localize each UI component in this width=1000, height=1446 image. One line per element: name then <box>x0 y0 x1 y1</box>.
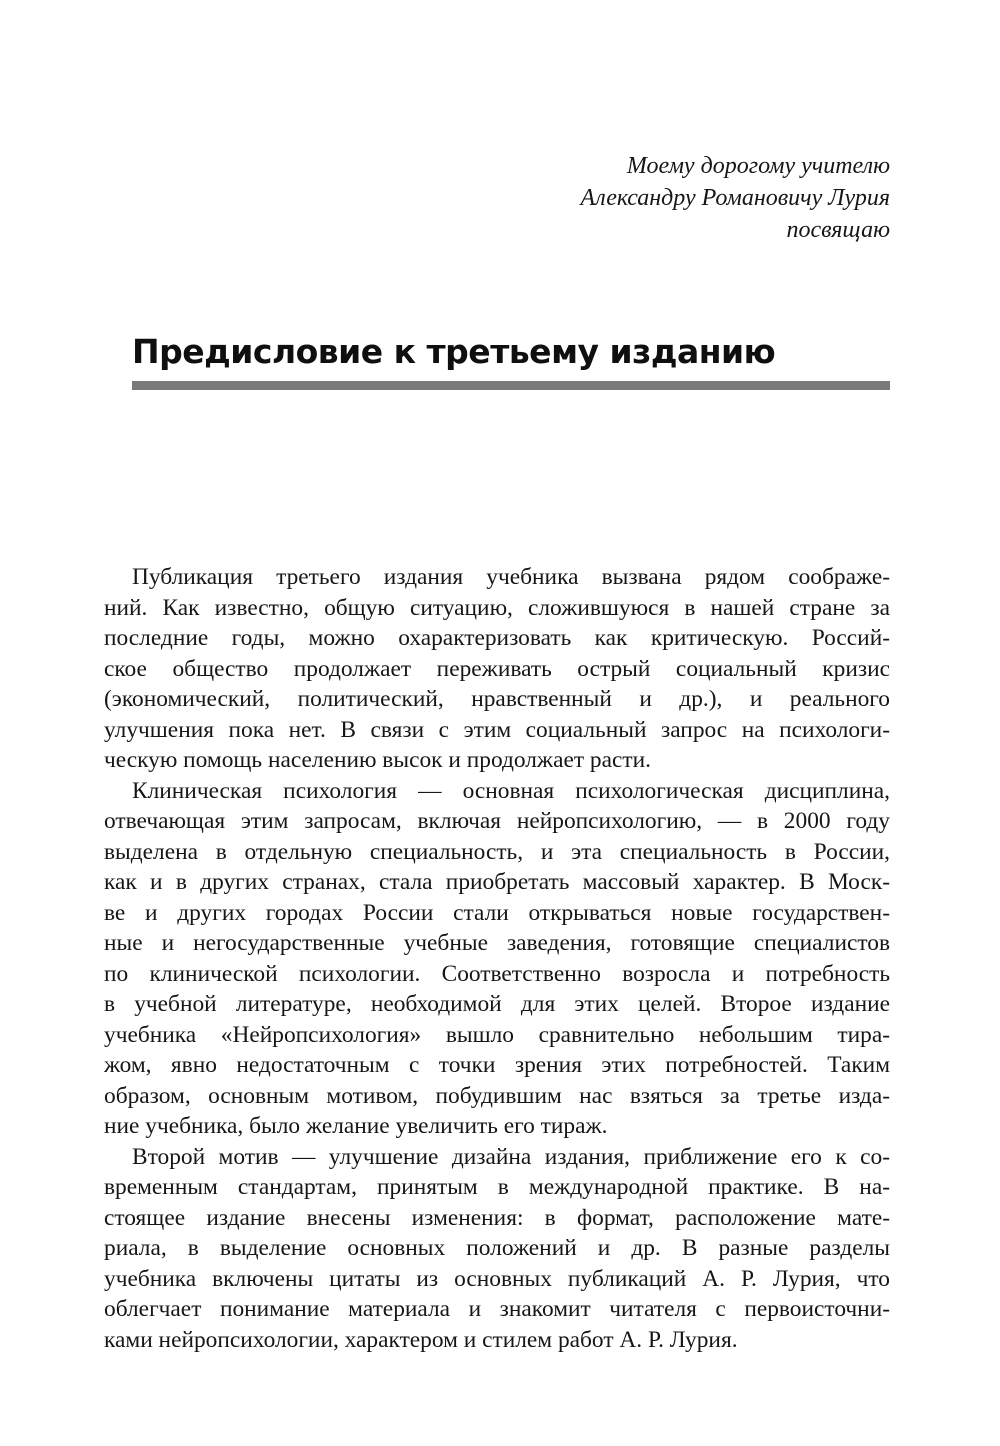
dedication-line: посвящаю <box>786 217 890 243</box>
text-line: жом, явно недостаточным с точки зрения этих потребностей. Таким <box>104 1052 890 1078</box>
text-line: по клинической психологии. Соответственно возросла и потребность <box>104 960 890 987</box>
text-line: ками нейропсихологии, характером и стилем работ А. Р. Лурия. <box>104 1326 738 1353</box>
text-line: Публикация третьего издания учебника вызвана рядом соображе- <box>132 564 890 590</box>
dedication <box>390 150 890 246</box>
text-line: улучшения пока нет. В связи с этим социальный запрос на психологи- <box>104 716 890 743</box>
text-line: ные и негосударственные учебные заведения, готовящие специалистов <box>104 930 890 956</box>
body-text <box>104 562 890 1355</box>
text-line: риала, в выделение основных положений и др. В разные разделы <box>104 1235 890 1261</box>
dedication-line: Александру Романовичу Лурия <box>580 185 890 211</box>
text-line: последние годы, можно охарактеризовать как критическую. Россий- <box>104 625 890 651</box>
text-line: образом, основным мотивом, побудившим нас взяться за третье изда- <box>104 1082 890 1109</box>
text-line: ское общество продолжает переживать острый социальный кризис <box>104 655 890 682</box>
text-line: учебника «Нейропсихология» вышло сравнительно небольшим тира- <box>104 1021 890 1048</box>
text-line: отвечающая этим запросам, включая нейропсихологию, — в 2000 году <box>104 808 890 834</box>
text-line: ние учебника, было желание увеличить его тираж. <box>104 1113 608 1139</box>
text-line: Клиническая психология — основная психологическая дисциплина, <box>132 777 890 804</box>
paragraph-1 <box>104 562 890 776</box>
text-line: как и в других странах, стала приобретать массовый характер. В Моск- <box>104 869 890 895</box>
text-line: (экономический, политический, нравственный и др.), и реального <box>104 686 890 712</box>
text-line: ве и других городах России стали открываться новые государствен- <box>104 899 890 926</box>
text-line: в учебной литературе, необходимой для этих целей. Второе издание <box>104 991 890 1017</box>
paragraph-2 <box>104 776 890 1142</box>
dedication-line: Моему дорогому учителю <box>626 153 890 179</box>
text-line: временным стандартам, принятым в международной практике. В на- <box>104 1174 890 1200</box>
text-line: облегчает понимание материала и знакомит читателя с первоисточни- <box>104 1296 890 1322</box>
text-line: учебника включены цитаты из основных публикаций А. Р. Лурия, что <box>104 1265 890 1292</box>
text-line: Второй мотив — улучшение дизайна издания, приближение его к со- <box>132 1143 890 1170</box>
text-line: ческую помощь населению высок и продолжает расти. <box>104 747 651 773</box>
text-line: ний. Как известно, общую ситуацию, сложившуюся в нашей стране за <box>104 594 890 621</box>
title-underline-rule <box>132 381 890 390</box>
chapter-title: Предисловие к третьему изданию <box>132 332 776 371</box>
paragraph-3 <box>104 1142 890 1356</box>
text-line: стоящее издание внесены изменения: в формат, расположение мате- <box>104 1204 890 1231</box>
text-line: выделена в отдельную специальность, и эта специальность в России, <box>104 838 890 865</box>
